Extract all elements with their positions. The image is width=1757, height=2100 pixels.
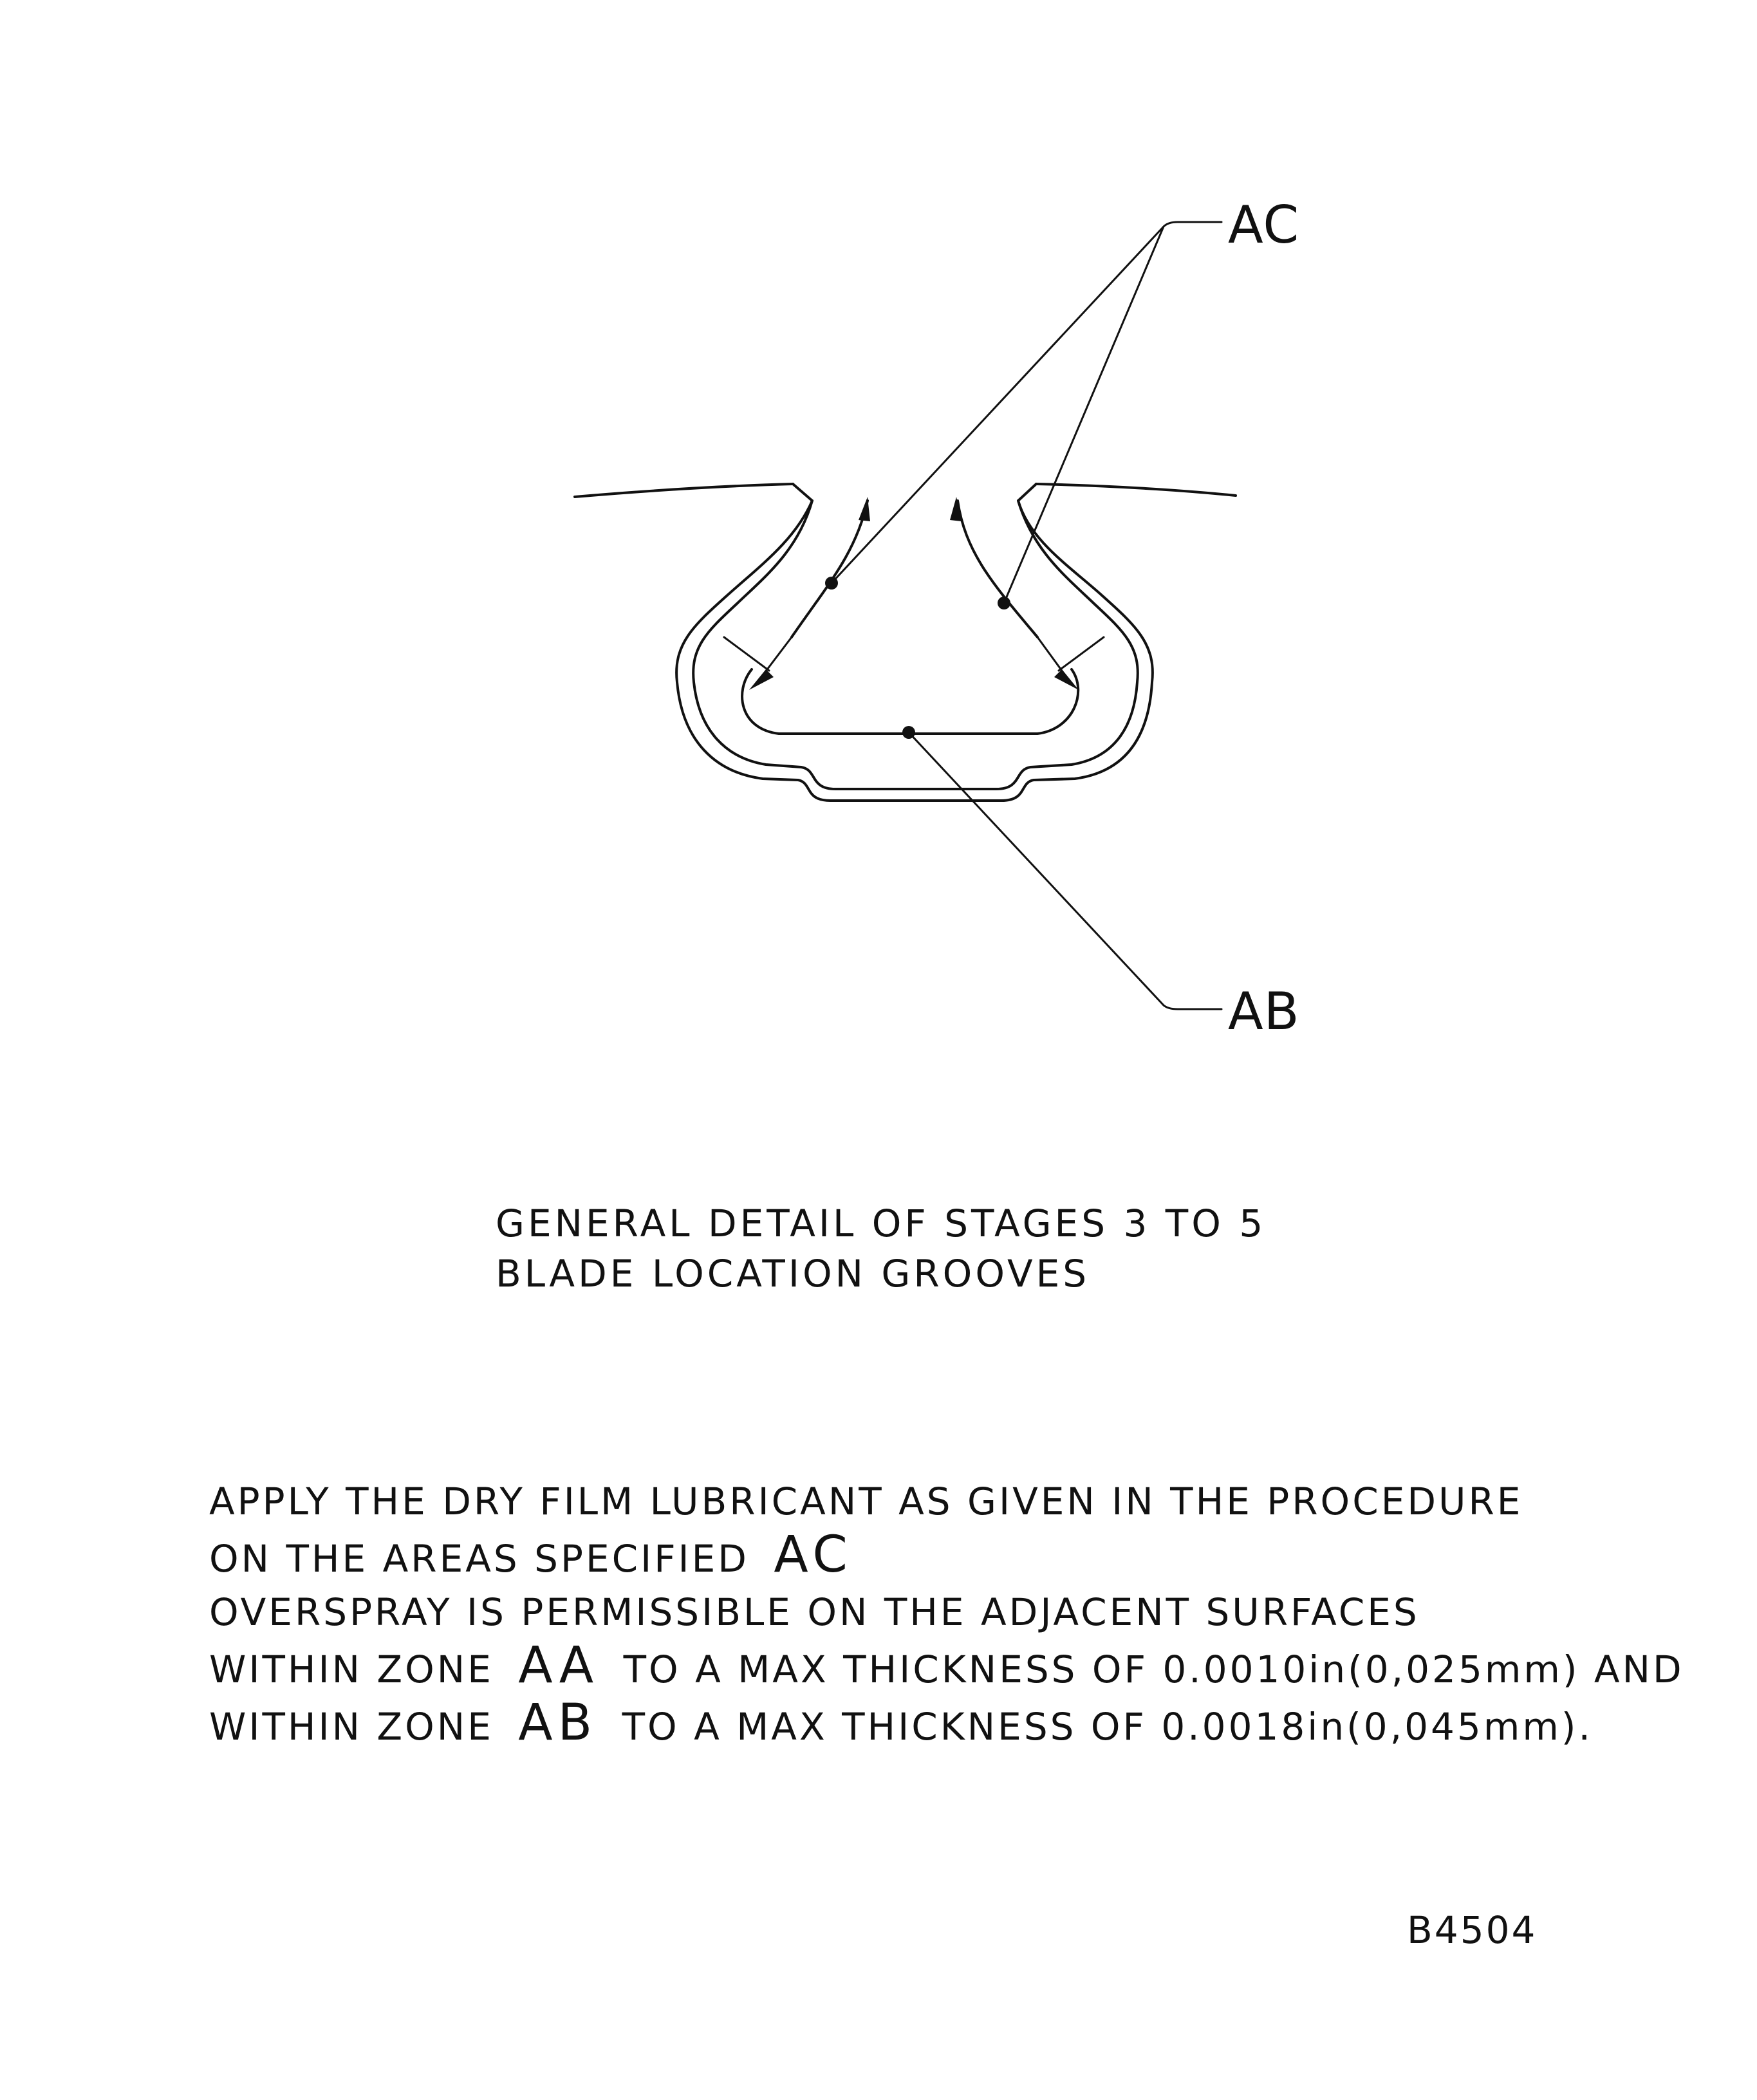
callout-ac: AC xyxy=(1228,195,1300,255)
note-line-2 xyxy=(209,1526,1684,1586)
leader-ac-dot-right xyxy=(998,597,1010,609)
caption-line-2: BLADE LOCATION GROOVES xyxy=(496,1252,1090,1296)
note-line-4-suffix: TO A MAX THICKNESS OF 0.0010in(0,025mm) AND xyxy=(623,1648,1684,1691)
note-line-1: APPLY THE DRY FILM LUBRICANT AS GIVEN IN THE PROCEDURE xyxy=(209,1480,1523,1523)
note-line-4-prefix: WITHIN ZONE xyxy=(209,1648,494,1691)
top-surface-right xyxy=(1036,484,1236,496)
zone-label-aa: AA xyxy=(518,1637,599,1695)
zone-tick-left xyxy=(724,637,769,671)
note-line-5 xyxy=(209,1696,1684,1754)
caption-line-1: GENERAL DETAIL OF STAGES 3 TO 5 xyxy=(496,1202,1267,1245)
zone-label-ac: AC xyxy=(774,1526,853,1584)
note-line-5-suffix: TO A MAX THICKNESS OF 0.0018in(0,045mm). xyxy=(622,1705,1593,1749)
leader-ac-right xyxy=(1004,227,1164,603)
note-line-4 xyxy=(209,1639,1684,1696)
figure-reference: B4504 xyxy=(1407,1908,1538,1952)
leader-ab xyxy=(909,732,1164,1005)
note-line-2-text: ON THE AREAS SPECIFIED xyxy=(209,1537,749,1581)
zone-ab-floor xyxy=(742,669,1078,734)
zone-label-ab: AB xyxy=(518,1694,598,1752)
top-surface-left xyxy=(575,484,793,497)
zone-tick-right xyxy=(1059,637,1104,671)
figure-caption xyxy=(496,1198,1266,1299)
ac-arc-left xyxy=(792,501,868,637)
note-line-3: OVERSPRAY IS PERMISSIBLE ON THE ADJACENT SURFACES xyxy=(209,1590,1420,1634)
leader-ac-dot-left xyxy=(825,577,838,590)
instruction-notes xyxy=(209,1475,1684,1754)
groove-outer-profile xyxy=(676,484,1153,801)
leader-ac-left xyxy=(832,227,1164,583)
leader-ac-tail xyxy=(1164,222,1222,227)
leader-ab-dot xyxy=(902,726,915,739)
groove-inner-profile xyxy=(693,501,1138,789)
note-line-5-prefix: WITHIN ZONE xyxy=(209,1705,494,1749)
leader-ab-tail xyxy=(1164,1005,1222,1009)
callout-ab: AB xyxy=(1228,981,1300,1041)
ac-arrow-left-bottom xyxy=(749,669,774,690)
